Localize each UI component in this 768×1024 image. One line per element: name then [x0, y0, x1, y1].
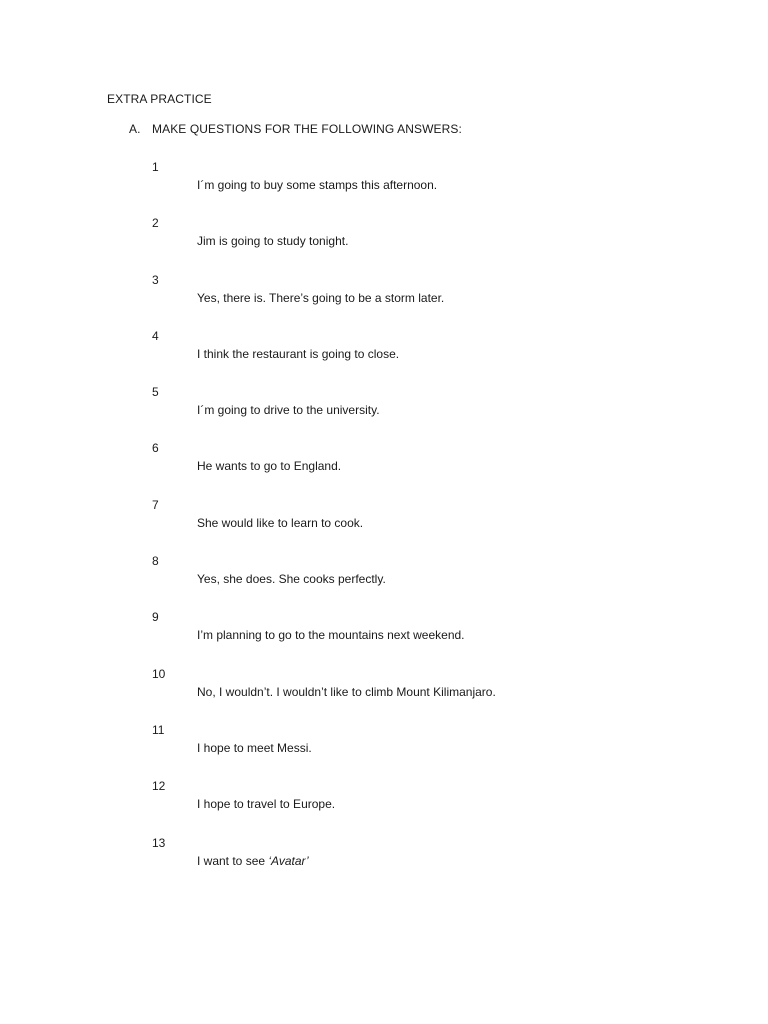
item-number: 8: [152, 554, 159, 569]
item-answer: I think the restaurant is going to close.: [197, 346, 400, 361]
list-item: [0, 160, 768, 216]
list-item: [0, 216, 768, 272]
item-number: 6: [152, 441, 159, 456]
section-heading-text: MAKE QUESTIONS FOR THE FOLLOWING ANSWERS:: [152, 122, 462, 136]
item-number: 2: [152, 216, 159, 231]
item-number: 9: [152, 610, 159, 625]
list-item: [0, 498, 768, 554]
item-answer: He wants to go to England.: [197, 459, 342, 474]
item-number: 4: [152, 328, 159, 343]
item-number: 7: [152, 497, 159, 512]
item-answer: I hope to meet Messi.: [197, 740, 312, 755]
item-number: 13: [152, 835, 166, 850]
item-number: 1: [152, 160, 159, 174]
section-heading: [129, 122, 462, 136]
item-answer: [197, 854, 309, 868]
item-number: 11: [152, 722, 165, 737]
item-answer: I hope to travel to Europe.: [197, 797, 336, 812]
section-marker: A.: [129, 122, 141, 136]
item-answer: She would like to learn to cook.: [197, 515, 364, 530]
item-answer: Yes, there is. There’s going to be a storm later.: [197, 290, 445, 305]
item-answer: No, I wouldn’t. I wouldn’t like to climb Mount Kilimanjaro.: [197, 684, 496, 699]
item-number: 3: [152, 272, 159, 287]
list-item: [0, 273, 768, 329]
list-item: [0, 610, 768, 666]
exercise-list: [0, 160, 768, 892]
item-number: 12: [152, 779, 166, 794]
list-item: [0, 723, 768, 779]
item-answer: I´m going to drive to the university.: [197, 403, 380, 418]
document-title: EXTRA PRACTICE: [107, 92, 212, 106]
list-item: [0, 779, 768, 835]
list-item: [0, 836, 768, 892]
list-item: [0, 667, 768, 723]
item-answer-title: ‘Avatar’: [268, 853, 309, 868]
item-number: 5: [152, 385, 159, 400]
item-answer: I´m going to buy some stamps this afternoon.: [197, 178, 438, 192]
item-answer: Jim is going to study tonight.: [197, 234, 349, 249]
item-answer: Yes, she does. She cooks perfectly.: [197, 572, 386, 587]
list-item: [0, 329, 768, 385]
list-item: [0, 441, 768, 497]
item-number: 10: [152, 666, 166, 681]
list-item: [0, 385, 768, 441]
item-answer: I’m planning to go to the mountains next weekend.: [197, 628, 465, 643]
item-answer-text: I want to see: [197, 853, 269, 868]
list-item: [0, 554, 768, 610]
